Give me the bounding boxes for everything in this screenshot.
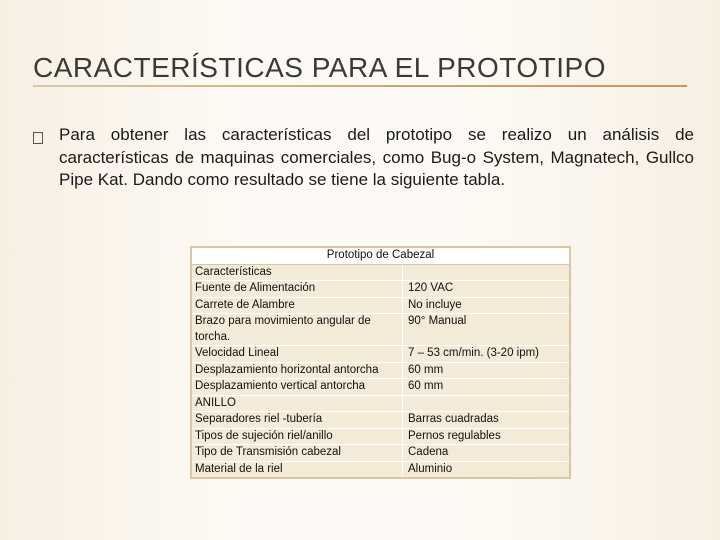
row-label: Velocidad Lineal xyxy=(191,346,403,363)
row-label: Características xyxy=(191,264,403,281)
table-row xyxy=(191,281,570,298)
row-value: 60 mm xyxy=(403,379,571,396)
row-value: Aluminio xyxy=(403,461,571,478)
table-row xyxy=(191,314,570,346)
spec-table xyxy=(190,246,571,479)
table-row xyxy=(191,346,570,363)
row-label: Desplazamiento vertical antorcha xyxy=(191,379,403,396)
row-value xyxy=(403,264,571,281)
title-underline xyxy=(33,85,687,87)
table-row xyxy=(191,362,570,379)
body-paragraph: Para obtener las características del prototipo se realizo un análisis de características de maquinas comerciales, como Bug-o System, Magnatech, Gullco Pipe Kat. Dando como resultado se tiene la siguiente tabla. xyxy=(59,125,694,189)
row-value: Barras cuadradas xyxy=(403,412,571,429)
row-label: ANILLO xyxy=(191,395,403,412)
row-label: Brazo para movimiento angular de torcha. xyxy=(191,314,403,346)
table-row xyxy=(191,297,570,314)
table-row xyxy=(191,412,570,429)
table-row xyxy=(191,379,570,396)
row-label: Material de la riel xyxy=(191,461,403,478)
row-label: Tipos de sujeción riel/anillo xyxy=(191,428,403,445)
table-row xyxy=(191,428,570,445)
table-row xyxy=(191,264,570,281)
table-row xyxy=(191,445,570,462)
row-value: No incluye xyxy=(403,297,571,314)
table-row xyxy=(191,461,570,478)
row-label: Separadores riel -tubería xyxy=(191,412,403,429)
table-header: Prototipo de Cabezal xyxy=(191,247,570,264)
bullet-icon xyxy=(33,132,43,144)
row-value: 60 mm xyxy=(403,362,571,379)
table-header-row xyxy=(191,247,570,264)
row-label: Fuente de Alimentación xyxy=(191,281,403,298)
slide-title: CARACTERÍSTICAS PARA EL PROTOTIPO xyxy=(33,52,606,83)
row-label: Desplazamiento horizontal antorcha xyxy=(191,362,403,379)
row-value: 7 – 53 cm/min. (3-20 ipm) xyxy=(403,346,571,363)
row-label: Carrete de Alambre xyxy=(191,297,403,314)
row-value: Cadena xyxy=(403,445,571,462)
row-value xyxy=(403,395,571,412)
row-value: 120 VAC xyxy=(403,281,571,298)
table-row xyxy=(191,395,570,412)
row-label: Tipo de Transmisión cabezal xyxy=(191,445,403,462)
row-value: 90° Manual xyxy=(403,314,571,346)
row-value: Pernos regulables xyxy=(403,428,571,445)
